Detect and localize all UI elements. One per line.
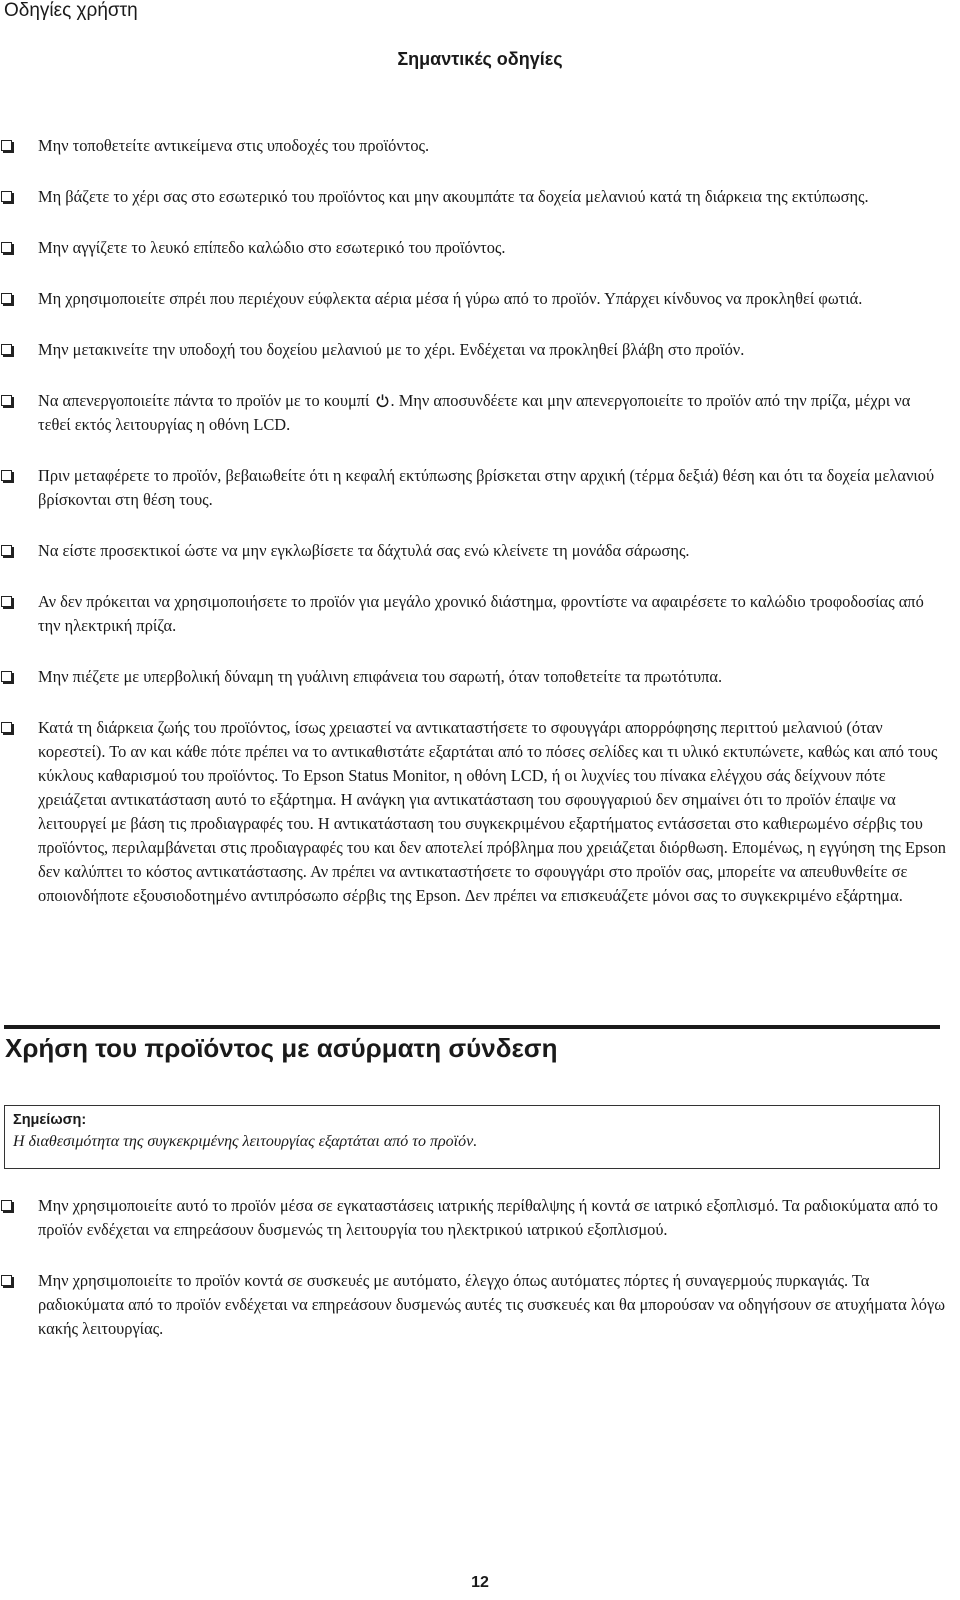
list-item: Μην πιέζετε με υπερβολική δύναμη τη γυάλινη επιφάνεια του σαρωτή, όταν τοποθετείτε τα πρωτότυπα. <box>0 665 946 689</box>
important-list <box>0 134 946 908</box>
section-title-wireless: Χρήση του προϊόντος με ασύρματη σύνδεση <box>5 1033 558 1063</box>
checkbox-bullet-icon <box>1 596 12 607</box>
list-item: Μην τοποθετείτε αντικείμενα στις υποδοχές του προϊόντος. <box>0 134 946 158</box>
list-item: Μην χρησιμοποιείτε το προϊόν κοντά σε συσκευές με αυτόματο, έλεγχο όπως αυτόματες πόρτες ή συναγερμούς πυρκαγιάς. Τα ραδιοκύματα από το προϊόν ενδέχεται να επηρεάσουν δυσμενώς αυτές τις συσκευές και θα μπορούσαν να οδηγήσουν σε ατυχήματα λόγω κακής λειτουργίας. <box>0 1269 946 1341</box>
page-number: 12 <box>471 1574 489 1591</box>
checkbox-bullet-icon <box>1 242 12 253</box>
checkbox-bullet-icon <box>1 140 12 151</box>
list-item: Μη χρησιμοποιείτε σπρέι που περιέχουν εύφλεκτα αέρια μέσα ή γύρω από το προϊόν. Υπάρχει κίνδυνος να προκληθεί φωτιά. <box>0 287 946 311</box>
checkbox-bullet-icon <box>1 671 12 682</box>
list-item: Κατά τη διάρκεια ζωής του προϊόντος, ίσως χρειαστεί να αντικαταστήσετε το σφουγγάρι απορρόφησης περιττού μελανιού (όταν κορεστεί). Το αν και κάθε πότε πρέπει να το αντικαθιστάτε εξαρτάται από το πόσες σελίδες και τι υλικό εκτυπώνετε, καθώς και από τους κύκλους καθαρισμού του προϊόντος. Το Epson Status Monitor, η οθόνη LCD, ή οι λυχνίες του πίνακα ελέγχου σάς δείχνουν πότε χρειάζεται αντικατάσταση αυτό το εξάρτημα. Η ανάγκη για αντικατάσταση του σφουγγαριού δεν σημαίνει ότι το προϊόν έπαψε να λειτουργεί με βάση τις προδιαγραφές του. Η αντικατάσταση του συγκεκριμένου εξαρτήματος εντάσσεται στο καθιερωμένο σέρβις του προϊόντος, περιλαμβάνεται στις προδιαγραφές του και δεν αποτελεί πρόβλημα που χρειάζεται διόρθωση. Επομένως, η εγγύηση της Epson δεν καλύπτει το κόστος αντικατάστασης. Αν πρέπει να αντικαταστήσετε το σφουγγάρι στο προϊόν σας, μπορείτε να απευθυνθείτε σε οποιονδήποτε εξουσιοδοτημένο αντιπρόσωπο σέρβις της Epson. Δεν πρέπει να επισκευάζετε μόνοι σας το συγκεκριμένο εξάρτημα. <box>0 716 946 908</box>
power-icon <box>375 393 390 408</box>
list-item: Μην μετακινείτε την υποδοχή του δοχείου μελανιού με το χέρι. Ενδέχεται να προκληθεί βλάβη στο προϊόν. <box>0 338 946 362</box>
list-item-power: Να απενεργοποιείτε πάντα το προϊόν με το κουμπί . Μην αποσυνδέετε και μην απενεργοποιείτε το προϊόν από την πρίζα, μέχρι να τεθεί εκτός λειτουργίας η οθόνη LCD. <box>0 389 946 437</box>
checkbox-bullet-icon <box>1 722 12 733</box>
checkbox-bullet-icon <box>1 470 12 481</box>
list-item: Να είστε προσεκτικοί ώστε να μην εγκλωβίσετε τα δάχτυλά σας ενώ κλείνετε τη μονάδα σάρωσης. <box>0 539 946 563</box>
note-box <box>4 1105 940 1169</box>
list-item: Πριν μεταφέρετε το προϊόν, βεβαιωθείτε ότι η κεφαλή εκτύπωσης βρίσκεται στην αρχική (τέρμα δεξιά) θέση και ότι τα δοχεία μελανιού βρίσκονται στη θέση τους. <box>0 464 946 512</box>
section-divider <box>4 1025 940 1029</box>
checkbox-bullet-icon <box>1 191 12 202</box>
checkbox-bullet-icon <box>1 395 12 406</box>
section-title-important: Σημαντικές οδηγίες <box>397 49 563 69</box>
note-label: Σημείωση: <box>13 1112 87 1128</box>
checkbox-bullet-icon <box>1 344 12 355</box>
list-item: Μη βάζετε το χέρι σας στο εσωτερικό του προϊόντος και μην ακουμπάτε τα δοχεία μελανιού κατά τη διάρκεια της εκτύπωσης. <box>0 185 946 209</box>
list-item: Μην χρησιμοποιείτε αυτό το προϊόν μέσα σε εγκαταστάσεις ιατρικής περίθαλψης ή κοντά σε ιατρικό εξοπλισμό. Τα ραδιοκύματα από το προϊόν ενδέχεται να επηρεάσουν δυσμενώς τη λειτουργία του ηλεκτρικού ιατρικού εξοπλισμού. <box>0 1194 946 1242</box>
list-item: Μην αγγίζετε το λευκό επίπεδο καλώδιο στο εσωτερικό του προϊόντος. <box>0 236 946 260</box>
header-title: Οδηγίες χρήστη <box>4 0 138 21</box>
checkbox-bullet-icon <box>1 545 12 556</box>
list-item: Αν δεν πρόκειται να χρησιμοποιήσετε το προϊόν για μεγάλο χρονικό διάστημα, φροντίστε να αφαιρέσετε το καλώδιο τροφοδοσίας από την ηλεκτρική πρίζα. <box>0 590 946 638</box>
wireless-list <box>0 1194 946 1341</box>
checkbox-bullet-icon <box>1 293 12 304</box>
checkbox-bullet-icon <box>1 1200 12 1211</box>
checkbox-bullet-icon <box>1 1275 12 1286</box>
note-text: Η διαθεσιμότητα της συγκεκριμένης λειτουργίας εξαρτάται από το προϊόν. <box>13 1133 478 1150</box>
